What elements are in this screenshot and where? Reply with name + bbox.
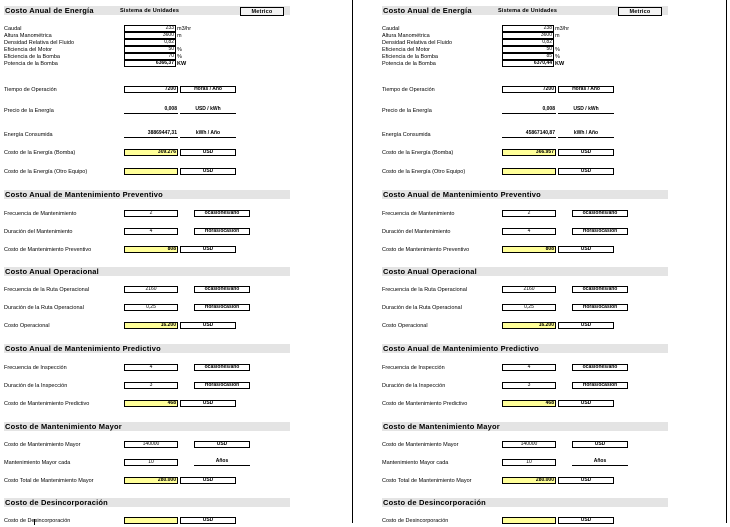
altura-value[interactable]: 3600 — [502, 32, 554, 39]
costo-bomba-unit: USD — [558, 149, 614, 156]
precio-value[interactable]: 0,008 — [502, 107, 556, 114]
frec-insp-value[interactable]: 4 — [502, 364, 556, 371]
costo-total-mayor-unit: USD — [558, 477, 614, 484]
costo-prev-value: 808 — [124, 246, 178, 253]
energy-section-title: Costo Anual de Energía — [383, 6, 472, 15]
dur-ruta-unit: Horas/ocasión — [572, 304, 628, 311]
dur-insp-label: Duración de la Inspección — [382, 383, 446, 389]
costo-otro-value[interactable] — [502, 168, 556, 175]
dur-mant-label: Duración del Mantenimiento — [4, 229, 73, 235]
dur-insp-label: Duración de la Inspección — [4, 383, 68, 389]
frec-ruta-label: Frecuencia de la Ruta Operacional — [382, 287, 467, 293]
costo-pred-label: Costo de Mantenimiento Predictivo — [4, 401, 90, 407]
caudal-value[interactable]: 233 — [124, 25, 176, 32]
frec-ruta-unit: ocasiones/año — [572, 286, 628, 293]
right-divider-line — [726, 0, 727, 523]
costo-mayor-value[interactable]: 140000 — [502, 441, 556, 448]
dur-insp-value[interactable]: 3 — [124, 382, 178, 389]
mant-cada-unit: Años — [194, 459, 250, 466]
ef-motor-label: Eficiencia del Motor — [4, 47, 52, 53]
densidad-label: Densidad Relativa del Fluido — [382, 40, 453, 46]
frec-mant-unit: ocasiones/año — [572, 210, 628, 217]
precio-value[interactable]: 0,008 — [124, 107, 178, 114]
costo-pred-value: 468 — [502, 400, 556, 407]
costo-mayor-label: Costo de Mantenimiento Mayor — [4, 442, 81, 448]
left-panel — [4, 4, 344, 527]
costo-oper-value: 16.200 — [124, 322, 178, 329]
major-section-header — [4, 422, 290, 431]
dur-mant-label: Duración del Mantenimiento — [382, 229, 451, 235]
energia-consumida-label: Energía Consumida — [382, 132, 431, 138]
ef-bomba-value[interactable]: 85 — [502, 53, 554, 60]
dur-mant-unit: Horas/ocasión — [572, 228, 628, 235]
potencia-value: 6370,44 — [502, 60, 554, 67]
ef-bomba-unit: % — [555, 54, 560, 60]
frec-ruta-value[interactable]: 2160 — [502, 286, 556, 293]
unit-system-label: Sistema de Unidades — [498, 8, 558, 14]
potencia-unit: KW — [177, 61, 187, 67]
energia-consumida-value: 45867140,87 — [502, 131, 556, 138]
costo-desinc-label: Costo de Desincorporación — [4, 518, 71, 524]
mant-cada-label: Mantenimiento Mayor cada — [4, 460, 71, 466]
costo-bomba-label: Costo de la Energía (Bomba) — [382, 150, 454, 156]
altura-label: Altura Manométrica — [4, 33, 52, 39]
costo-otro-unit: USD — [180, 168, 236, 175]
ef-motor-value[interactable]: 50 — [502, 46, 554, 53]
tiempo-label: Tiempo de Operación — [4, 87, 57, 93]
costo-pred-unit: USD — [558, 400, 614, 407]
costo-otro-value[interactable] — [124, 168, 178, 175]
ef-bomba-label: Eficiencia de la Bomba — [382, 54, 438, 60]
frec-insp-unit: ocasiones/año — [572, 364, 628, 371]
ef-motor-label: Eficiencia del Motor — [382, 47, 430, 53]
costo-desinc-unit: USD — [180, 517, 236, 524]
disposal-section-title: Costo de Desincorporación — [383, 498, 486, 507]
potencia-unit: KW — [555, 61, 565, 67]
frec-insp-label: Frecuencia de Inspección — [4, 365, 67, 371]
predictive-section-header — [382, 344, 668, 353]
potencia-label: Potencia de la Bomba — [382, 61, 436, 67]
caudal-value[interactable]: 238 — [502, 25, 554, 32]
major-section-title: Costo de Mantenimiento Mayor — [5, 422, 122, 431]
dur-mant-value[interactable]: 4 — [124, 228, 178, 235]
energia-consumida-label: Energía Consumida — [4, 132, 53, 138]
potencia-label: Potencia de la Bomba — [4, 61, 58, 67]
ef-motor-value[interactable]: 50 — [124, 46, 176, 53]
tiempo-value[interactable]: 7200 — [124, 86, 178, 93]
disposal-section-title: Costo de Desincorporación — [5, 498, 108, 507]
costo-desinc-value[interactable] — [502, 517, 556, 524]
dur-mant-value[interactable]: 4 — [502, 228, 556, 235]
unit-system-label: Sistema de Unidades — [120, 8, 180, 14]
dur-insp-value[interactable]: 3 — [502, 382, 556, 389]
operational-section-title: Costo Anual Operacional — [383, 267, 477, 276]
densidad-label: Densidad Relativa del Fluido — [4, 40, 75, 46]
costo-pred-label: Costo de Mantenimiento Predictivo — [382, 401, 468, 407]
precio-label: Precio de la Energía — [382, 108, 432, 114]
dur-ruta-value[interactable]: 0,25 — [502, 304, 556, 311]
costo-prev-value: 808 — [502, 246, 556, 253]
metric-button[interactable]: Metrico — [240, 7, 284, 16]
costo-mayor-unit: USD — [194, 441, 250, 448]
costo-mayor-unit: USD — [572, 441, 628, 448]
precio-label: Precio de la Energía — [4, 108, 54, 114]
energia-consumida-unit: kWh / Año — [558, 131, 614, 138]
tiempo-unit: Horas / Año — [180, 86, 236, 93]
ef-bomba-value[interactable]: 70 — [124, 53, 176, 60]
costo-prev-label: Costo de Mantenimiento Preventivo — [4, 247, 92, 253]
potencia-value: 6366,37 — [124, 60, 176, 67]
major-section-header — [382, 422, 668, 431]
tiempo-value[interactable]: 7200 — [502, 86, 556, 93]
caudal-unit: m3/hr — [177, 26, 192, 32]
frec-ruta-unit: ocasiones/año — [194, 286, 250, 293]
costo-prev-label: Costo de Mantenimiento Preventivo — [382, 247, 470, 253]
altura-value[interactable]: 3600 — [124, 32, 176, 39]
costo-mayor-value[interactable]: 140000 — [124, 441, 178, 448]
mant-cada-unit: Años — [572, 459, 628, 466]
disposal-section-header — [4, 498, 290, 507]
costo-bomba-value: 309.276 — [124, 149, 178, 156]
operational-section-header — [4, 267, 290, 276]
left-divider-line — [352, 0, 353, 523]
frec-mant-label: Frecuencia de Mantenimiento — [4, 211, 77, 217]
right-panel — [382, 4, 722, 527]
dur-ruta-value[interactable]: 0,25 — [124, 304, 178, 311]
preventive-section-title: Costo Anual de Mantenimiento Preventivo — [5, 190, 163, 199]
ef-bomba-unit: % — [177, 54, 182, 60]
costo-prev-unit: USD — [180, 246, 236, 253]
frec-insp-label: Frecuencia de Inspección — [382, 365, 445, 371]
frec-mant-value[interactable]: 2 — [502, 210, 556, 217]
costo-oper-label: Costo Operacional — [382, 323, 428, 329]
dur-ruta-label: Duración de la Ruta Operacional — [382, 305, 462, 311]
ef-bomba-label: Eficiencia de la Bomba — [4, 54, 60, 60]
densidad-value[interactable]: 0,82 — [502, 39, 554, 46]
costo-prev-unit: USD — [558, 246, 614, 253]
caudal-unit: m3/hr — [555, 26, 570, 32]
frec-insp-unit: ocasiones/año — [194, 364, 250, 371]
energy-section-header — [382, 6, 668, 15]
mant-cada-label: Mantenimiento Mayor cada — [382, 460, 449, 466]
costo-total-mayor-unit: USD — [180, 477, 236, 484]
frec-mant-label: Frecuencia de Mantenimiento — [382, 211, 455, 217]
costo-desinc-unit: USD — [558, 517, 614, 524]
costo-total-mayor-value: 280.000 — [124, 477, 178, 484]
tiempo-unit: Horas / Año — [558, 86, 614, 93]
caudal-label: Caudal — [382, 26, 400, 32]
energy-section-header — [4, 6, 290, 15]
precio-unit: USD / kWh — [180, 107, 236, 114]
major-section-title: Costo de Mantenimiento Mayor — [383, 422, 500, 431]
costo-bomba-label: Costo de la Energía (Bomba) — [4, 150, 76, 156]
altura-unit: m — [177, 33, 182, 39]
frec-mant-unit: ocasiones/año — [194, 210, 250, 217]
costo-total-mayor-label: Costo Total de Mantenimiento Mayor — [382, 478, 472, 484]
costo-desinc-value[interactable] — [124, 517, 178, 524]
predictive-section-title: Costo Anual de Mantenimiento Predictivo — [5, 344, 161, 353]
costo-oper-unit: USD — [558, 322, 614, 329]
caudal-label: Caudal — [4, 26, 22, 32]
costo-otro-label: Costo de la Energía (Otro Equipo) — [382, 169, 466, 175]
altura-unit: m — [555, 33, 560, 39]
preventive-section-header — [382, 190, 668, 199]
precio-unit: USD / kWh — [558, 107, 614, 114]
costo-oper-label: Costo Operacional — [4, 323, 50, 329]
dur-mant-unit: Horas/ocasión — [194, 228, 250, 235]
preventive-section-title: Costo Anual de Mantenimiento Preventivo — [383, 190, 541, 199]
costo-total-mayor-label: Costo Total de Mantenimiento Mayor — [4, 478, 94, 484]
costo-oper-value: 16.200 — [502, 322, 556, 329]
operational-section-header — [382, 267, 668, 276]
frec-insp-value[interactable]: 4 — [124, 364, 178, 371]
costo-otro-unit: USD — [558, 168, 614, 175]
costo-oper-unit: USD — [180, 322, 236, 329]
dur-insp-unit: Horas/ocasión — [194, 382, 250, 389]
densidad-value[interactable]: 0,82 — [124, 39, 176, 46]
energy-section-title: Costo Anual de Energía — [5, 6, 94, 15]
dur-ruta-label: Duración de la Ruta Operacional — [4, 305, 84, 311]
frec-mant-value[interactable]: 2 — [124, 210, 178, 217]
predictive-section-header — [4, 344, 290, 353]
tiempo-label: Tiempo de Operación — [382, 87, 435, 93]
ef-motor-unit: % — [555, 47, 560, 53]
dur-ruta-unit: Horas/ocasión — [194, 304, 250, 311]
metric-button[interactable]: Metrico — [618, 7, 662, 16]
disposal-section-header — [382, 498, 668, 507]
costo-otro-label: Costo de la Energía (Otro Equipo) — [4, 169, 88, 175]
costo-bomba-unit: USD — [180, 149, 236, 156]
predictive-section-title: Costo Anual de Mantenimiento Predictivo — [383, 344, 539, 353]
dur-insp-unit: Horas/ocasión — [572, 382, 628, 389]
preventive-section-header — [4, 190, 290, 199]
frec-ruta-value[interactable]: 2160 — [124, 286, 178, 293]
costo-pred-unit: USD — [180, 400, 236, 407]
costo-bomba-value: 366.957 — [502, 149, 556, 156]
costo-mayor-label: Costo de Mantenimiento Mayor — [382, 442, 459, 448]
mant-cada-value[interactable]: 10 — [124, 459, 178, 466]
ef-motor-unit: % — [177, 47, 182, 53]
costo-desinc-label: Costo de Desincorporación — [382, 518, 449, 524]
mant-cada-value[interactable]: 10 — [502, 459, 556, 466]
altura-label: Altura Manométrica — [382, 33, 430, 39]
operational-section-title: Costo Anual Operacional — [5, 267, 99, 276]
costo-pred-value: 468 — [124, 400, 178, 407]
costo-total-mayor-value: 280.000 — [502, 477, 556, 484]
energia-consumida-value: 38869447,31 — [124, 131, 178, 138]
energia-consumida-unit: kWh / Año — [180, 131, 236, 138]
frec-ruta-label: Frecuencia de la Ruta Operacional — [4, 287, 89, 293]
